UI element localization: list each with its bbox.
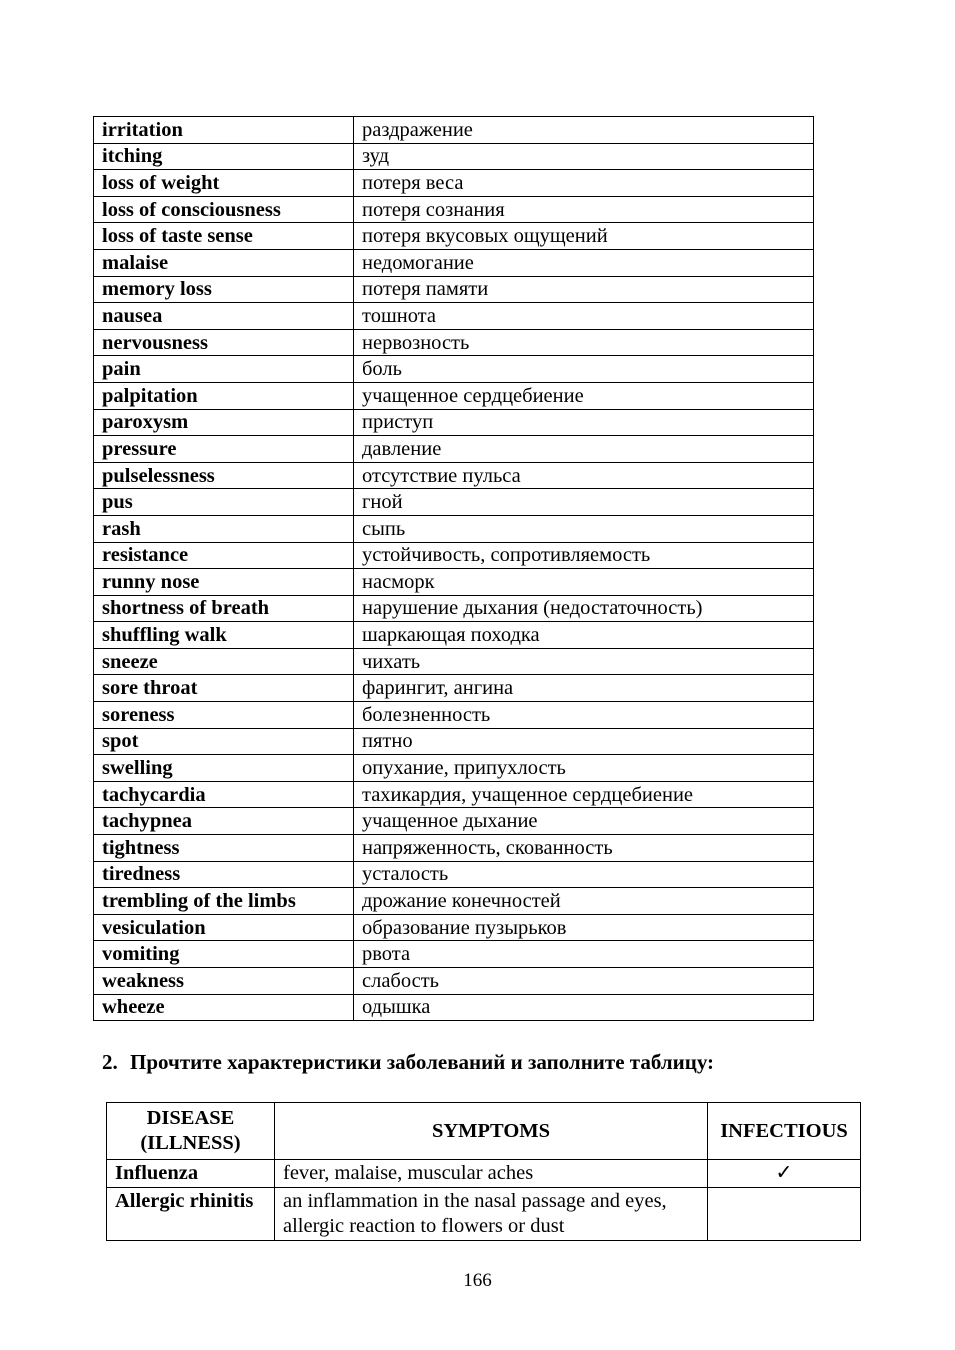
disease-symptoms <box>275 1188 708 1241</box>
english-term: nervousness <box>94 329 354 356</box>
vocab-row <box>94 117 814 144</box>
english-term: resistance <box>94 542 354 569</box>
english-term: loss of taste sense <box>94 223 354 250</box>
russian-translation: учащенное сердцебиение <box>354 382 814 409</box>
russian-translation: тахикардия, учащенное сердцебиение <box>354 781 814 808</box>
russian-translation: сыпь <box>354 515 814 542</box>
english-term: memory loss <box>94 276 354 303</box>
vocab-row <box>94 382 814 409</box>
russian-translation: потеря вкусовых ощущений <box>354 223 814 250</box>
task-number: 2. <box>102 1050 118 1074</box>
vocab-row <box>94 489 814 516</box>
vocab-row <box>94 941 814 968</box>
russian-translation: чихать <box>354 648 814 675</box>
vocab-row <box>94 542 814 569</box>
vocab-row <box>94 223 814 250</box>
english-term: wheeze <box>94 994 354 1021</box>
russian-translation: нервозность <box>354 329 814 356</box>
english-term: swelling <box>94 755 354 782</box>
vocab-row <box>94 249 814 276</box>
russian-translation: шаркающая походка <box>354 622 814 649</box>
vocab-row <box>94 648 814 675</box>
disease-table <box>106 1102 861 1241</box>
english-term: trembling of the limbs <box>94 888 354 915</box>
disease-symptoms <box>275 1160 708 1188</box>
header-disease-line2: (ILLNESS) <box>140 1132 241 1154</box>
english-term: pressure <box>94 436 354 463</box>
russian-translation: потеря памяти <box>354 276 814 303</box>
vocab-row <box>94 702 814 729</box>
vocab-row <box>94 675 814 702</box>
english-term: paroxysm <box>94 409 354 436</box>
vocab-row <box>94 409 814 436</box>
disease-name: Influenza <box>107 1160 275 1188</box>
english-term: vesiculation <box>94 914 354 941</box>
english-term: tachypnea <box>94 808 354 835</box>
vocab-row <box>94 968 814 995</box>
english-term: shortness of breath <box>94 595 354 622</box>
page-number: 166 <box>463 1270 492 1291</box>
task-text: Прочтите характеристики заболеваний и заполните таблицу: <box>130 1050 715 1074</box>
vocabulary-table <box>93 116 814 1021</box>
vocab-row <box>94 914 814 941</box>
english-term: runny nose <box>94 569 354 596</box>
disease-row <box>107 1160 861 1188</box>
english-term: tiredness <box>94 861 354 888</box>
russian-translation: насморк <box>354 569 814 596</box>
symptoms-line: an inflammation in the nasal passage and eyes, <box>283 1190 667 1212</box>
symptoms-line: fever, malaise, muscular aches <box>283 1162 534 1184</box>
header-symptoms: SYMPTOMS <box>275 1103 708 1160</box>
vocab-row <box>94 356 814 383</box>
russian-translation: рвота <box>354 941 814 968</box>
vocab-row <box>94 303 814 330</box>
russian-translation: напряженность, скованность <box>354 835 814 862</box>
header-disease-line1: DISEASE <box>146 1107 235 1129</box>
vocab-row <box>94 994 814 1021</box>
vocab-row <box>94 569 814 596</box>
english-term: rash <box>94 515 354 542</box>
russian-translation: образование пузырьков <box>354 914 814 941</box>
vocab-row <box>94 888 814 915</box>
russian-translation: дрожание конечностей <box>354 888 814 915</box>
disease-row <box>107 1188 861 1241</box>
vocab-row <box>94 276 814 303</box>
english-term: tightness <box>94 835 354 862</box>
task-heading <box>102 1050 714 1075</box>
english-term: itching <box>94 143 354 170</box>
russian-translation: учащенное дыхание <box>354 808 814 835</box>
english-term: spot <box>94 728 354 755</box>
vocab-row <box>94 515 814 542</box>
russian-translation: боль <box>354 356 814 383</box>
english-term: loss of weight <box>94 170 354 197</box>
english-term: weakness <box>94 968 354 995</box>
english-term: soreness <box>94 702 354 729</box>
vocab-row <box>94 755 814 782</box>
vocab-row <box>94 835 814 862</box>
vocab-row <box>94 808 814 835</box>
russian-translation: опухание, припухлость <box>354 755 814 782</box>
english-term: pulselessness <box>94 462 354 489</box>
english-term: irritation <box>94 117 354 144</box>
vocab-row <box>94 170 814 197</box>
vocab-row <box>94 436 814 463</box>
english-term: pain <box>94 356 354 383</box>
russian-translation: гной <box>354 489 814 516</box>
russian-translation: приступ <box>354 409 814 436</box>
english-term: nausea <box>94 303 354 330</box>
russian-translation: усталость <box>354 861 814 888</box>
russian-translation: болезненность <box>354 702 814 729</box>
english-term: tachycardia <box>94 781 354 808</box>
english-term: shuffling walk <box>94 622 354 649</box>
english-term: sneeze <box>94 648 354 675</box>
vocab-row <box>94 196 814 223</box>
russian-translation: зуд <box>354 143 814 170</box>
russian-translation: слабость <box>354 968 814 995</box>
russian-translation: одышка <box>354 994 814 1021</box>
english-term: vomiting <box>94 941 354 968</box>
vocab-row <box>94 622 814 649</box>
disease-table-header <box>107 1103 861 1160</box>
english-term: sore throat <box>94 675 354 702</box>
vocab-row <box>94 143 814 170</box>
russian-translation: недомогание <box>354 249 814 276</box>
checkmark-icon: ✓ <box>708 1160 861 1188</box>
russian-translation: фарингит, ангина <box>354 675 814 702</box>
header-disease <box>107 1103 275 1160</box>
english-term: palpitation <box>94 382 354 409</box>
vocab-row <box>94 728 814 755</box>
russian-translation: потеря веса <box>354 170 814 197</box>
russian-translation: пятно <box>354 728 814 755</box>
vocab-row <box>94 781 814 808</box>
english-term: loss of consciousness <box>94 196 354 223</box>
symptoms-line: allergic reaction to flowers or dust <box>283 1215 565 1237</box>
russian-translation: нарушение дыхания (недостаточность) <box>354 595 814 622</box>
vocab-row <box>94 462 814 489</box>
russian-translation: раздражение <box>354 117 814 144</box>
russian-translation: потеря сознания <box>354 196 814 223</box>
english-term: pus <box>94 489 354 516</box>
russian-translation: тошнота <box>354 303 814 330</box>
russian-translation: давление <box>354 436 814 463</box>
russian-translation: устойчивость, сопротивляемость <box>354 542 814 569</box>
russian-translation: отсутствие пульса <box>354 462 814 489</box>
vocab-row <box>94 861 814 888</box>
header-infectious: INFECTIOUS <box>708 1103 861 1160</box>
english-term: malaise <box>94 249 354 276</box>
vocab-row <box>94 595 814 622</box>
infectious-cell <box>708 1188 861 1241</box>
vocab-row <box>94 329 814 356</box>
disease-name: Allergic rhinitis <box>107 1188 275 1241</box>
